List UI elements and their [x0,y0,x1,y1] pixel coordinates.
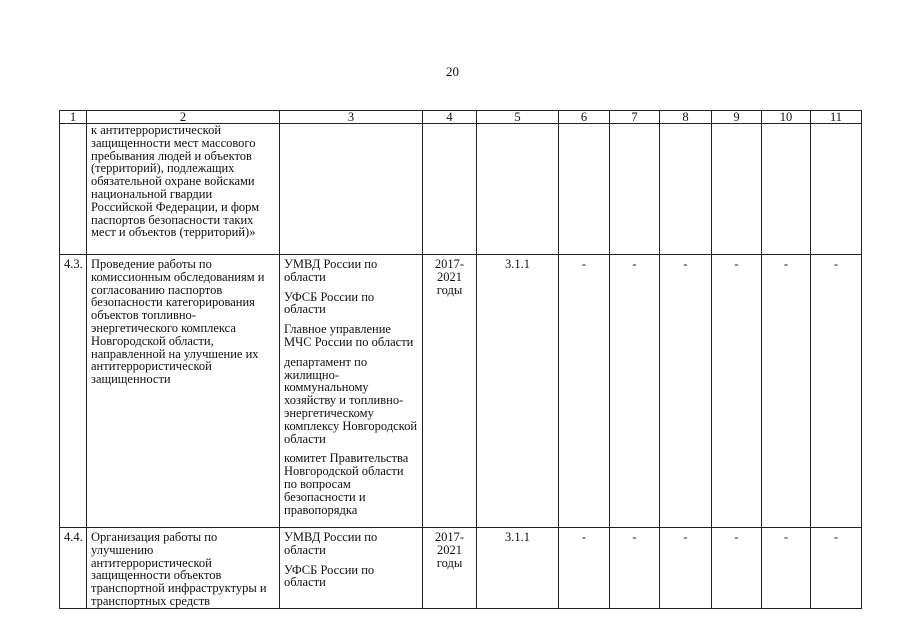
row-description: Организация работы по улучшению антитеррористической защищенности объектов транспортной инфраструктуры и транспортных средств [87,528,280,609]
table-row [60,528,862,609]
row-period: 2017-2021 годы [423,255,477,528]
row-value [811,124,862,255]
row-value: - [811,528,862,609]
row-value [559,124,610,255]
executor: комитет Правительства Новгородской области по вопросам безопасности и правопорядка [284,451,409,517]
row-description: Проведение работы по комиссионным обследованиям и согласованию паспортов безопасности категорирования объектов топливно-энергетического комплекса Новгородской области, направленной на улучшение их антитеррористической защищенности [87,255,280,528]
table-row [60,255,862,528]
row-value: - [712,255,762,528]
row-value [712,124,762,255]
executor: Главное управление МЧС России по области [284,322,414,349]
row-value [610,124,660,255]
row-number: 4.4. [60,528,87,609]
program-table [59,110,862,609]
row-value: - [762,255,811,528]
executor: УМВД России по области [284,257,378,284]
row-indicator [477,124,559,255]
row-value: - [660,255,712,528]
page-number: 20 [446,64,459,79]
row-value [660,124,712,255]
executor: УФСБ России по области [284,562,375,590]
executor: УМВД России по области [284,530,378,557]
row-number: 4.3. [60,255,87,528]
row-value: - [559,255,610,528]
row-indicator: 3.1.1 [477,255,559,528]
row-period: 2017-2021 годы [423,528,477,609]
row-value: - [610,255,660,528]
table-row [60,124,862,255]
row-value: - [811,255,862,528]
header-cell: 7 [610,111,660,124]
row-executors [280,255,423,528]
row-value: - [762,528,811,609]
row-value [762,124,811,255]
header-cell: 11 [811,111,862,124]
row-value: - [712,528,762,609]
row-description: к антитеррористической защищенности мест массового пребывания людей и объектов (территорий), подлежащих обязательной охране войсками национальной гвардии Российской Федерации, и форм паспортов безопасности таких мест и объектов (территорий)» [87,124,280,255]
executor: УФСБ России по области [284,289,375,317]
header-cell: 8 [660,111,712,124]
row-executors [280,528,423,609]
row-value: - [559,528,610,609]
header-cell: 4 [423,111,477,124]
header-cell: 2 [87,111,280,124]
header-cell: 1 [60,111,87,124]
header-cell: 6 [559,111,610,124]
header-cell: 9 [712,111,762,124]
header-cell: 3 [280,111,423,124]
row-value: - [610,528,660,609]
header-cell: 5 [477,111,559,124]
row-number [60,124,87,255]
row-period [423,124,477,255]
executor: департамент по жилищно-коммунальному хозяйству и топливно-энергетическому комплексу Новгородской области [284,354,418,446]
row-value: - [660,528,712,609]
header-cell: 10 [762,111,811,124]
row-executors [280,124,423,255]
row-indicator: 3.1.1 [477,528,559,609]
table-header-row [60,111,862,124]
